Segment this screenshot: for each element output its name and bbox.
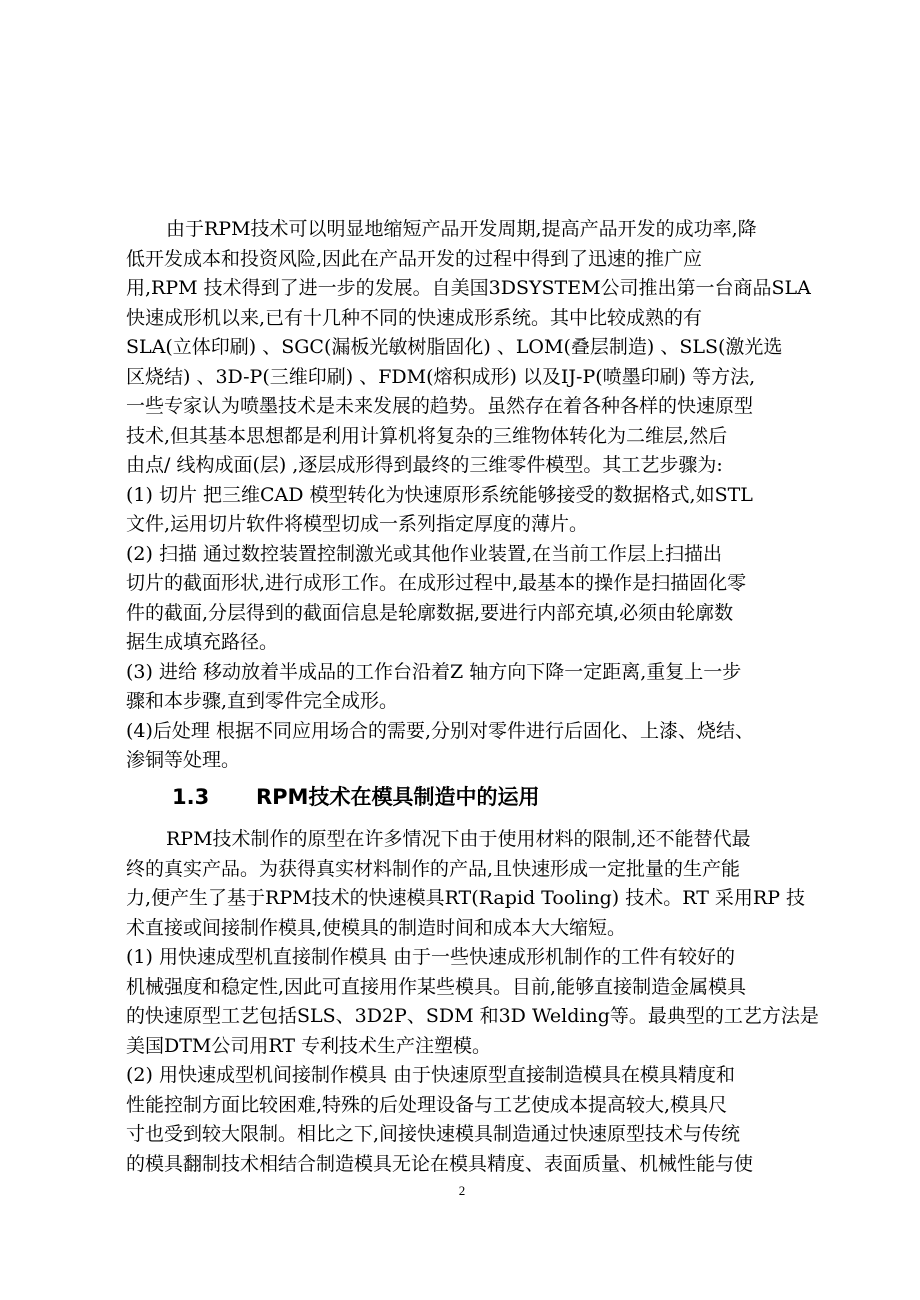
text-line: 低开发成本和投资风险,因此在产品开发的过程中得到了迅速的推广应 <box>126 247 703 270</box>
text-line: 的快速原型工艺包括SLS、3D2P、SDM 和3D Welding等。最典型的工艺方法是 <box>126 1005 819 1027</box>
text-line: 快速成形机以来,已有十几种不同的快速成形系统。其中比较成熟的有 <box>126 306 703 329</box>
text-line: 用,RPM 技术得到了进一步的发展。自美国3DSYSTEM公司推出第一台商品SLA <box>126 277 811 299</box>
page-number: 2 <box>458 1183 466 1198</box>
text-line: 由点/ 线构成面(层) ,逐层成形得到最终的三维零件模型。其工艺步骤为: <box>126 454 723 476</box>
text-line: 寸也受到较大限制。相比之下,间接快速模具制造通过快速原型技术与传统 <box>126 1123 741 1145</box>
text-line: 件的截面,分层得到的截面信息是轮廓数据,要进行内部充填,必须由轮廓数 <box>126 601 734 624</box>
text-line: 性能控制方面比较困难,特殊的后处理设备与工艺使成本提高较大,模具尺 <box>126 1093 728 1116</box>
text-line: (1) 切片 把三维CAD 模型转化为快速原形系统能够接受的数据格式,如STL <box>126 483 753 506</box>
text-line: (2) 用快速成型机间接制作模具 由于快速原型直接制造模具在模具精度和 <box>126 1064 735 1086</box>
text-line: (3) 进给 移动放着半成品的工作台沿着Z 轴方向下降一定距离,重复上一步 <box>126 660 742 683</box>
text-line: 切片的截面形状,进行成形工作。在成形过程中,最基本的操作是扫描固化零 <box>126 572 747 594</box>
text-line: (2) 扫描 通过数控装置控制激光或其他作业装置,在当前工作层上扫描出 <box>126 542 723 565</box>
text-line: 术直接或间接制作模具,使模具的制造时间和成本大大缩短。 <box>126 916 627 939</box>
text-line: 技术,但其基本思想都是利用计算机将复杂的三维物体转化为二维层,然后 <box>126 424 728 447</box>
section-title: RPM技术在模具制造中的运用 <box>256 785 540 809</box>
text-line: 美国DTM公司用RT 专利技术生产注塑模。 <box>126 1034 492 1057</box>
text-line: (1) 用快速成型机直接制作模具 由于一些快速成形机制作的工件有较好的 <box>126 946 735 968</box>
text-line: 文件,运用切片软件将模型切成一系列指定厚度的薄片。 <box>126 513 589 535</box>
text-line: 一些专家认为喷墨技术是未来发展的趋势。虽然存在着各种各样的快速原型 <box>126 395 754 417</box>
text-line: 据生成填充路径。 <box>126 631 279 653</box>
text-line: 渗铜等处理。 <box>126 749 241 771</box>
text-line: RPM技术制作的原型在许多情况下由于使用材料的限制,还不能替代最 <box>166 828 751 850</box>
text-line: 终的真实产品。为获得真实材料制作的产品,且快速形成一定批量的生产能 <box>126 857 741 880</box>
text-line: 机械强度和稳定性,因此可直接用作某些模具。目前,能够直接制造金属模具 <box>126 975 747 998</box>
text-line: 由于RPM技术可以明显地缩短产品开发周期,提高产品开发的成功率,降 <box>166 218 757 240</box>
text-line: 力,便产生了基于RPM技术的快速模具RT(Rapid Tooling) 技术。RT 采用RP 技 <box>126 887 806 909</box>
text-line: 的模具翻制技术相结合制造模具无论在模具精度、表面质量、机械性能与使 <box>126 1152 754 1175</box>
text-line: 骤和本步骤,直到零件完全成形。 <box>126 690 399 712</box>
text-line: 区烧结) 、3D-P(三维印刷) 、FDM(熔积成形) 以及IJ-P(喷墨印刷) 等方法, <box>126 365 756 388</box>
text-line: SLA(立体印刷) 、SGC(漏板光敏树脂固化) 、LOM(叠层制造) 、SLS(激光选 <box>126 336 783 358</box>
section-number: 1.3 <box>172 785 210 809</box>
section-heading <box>172 783 539 811</box>
text-line: (4)后处理 根据不同应用场合的需要,分别对零件进行后固化、上漆、烧结、 <box>126 719 754 742</box>
